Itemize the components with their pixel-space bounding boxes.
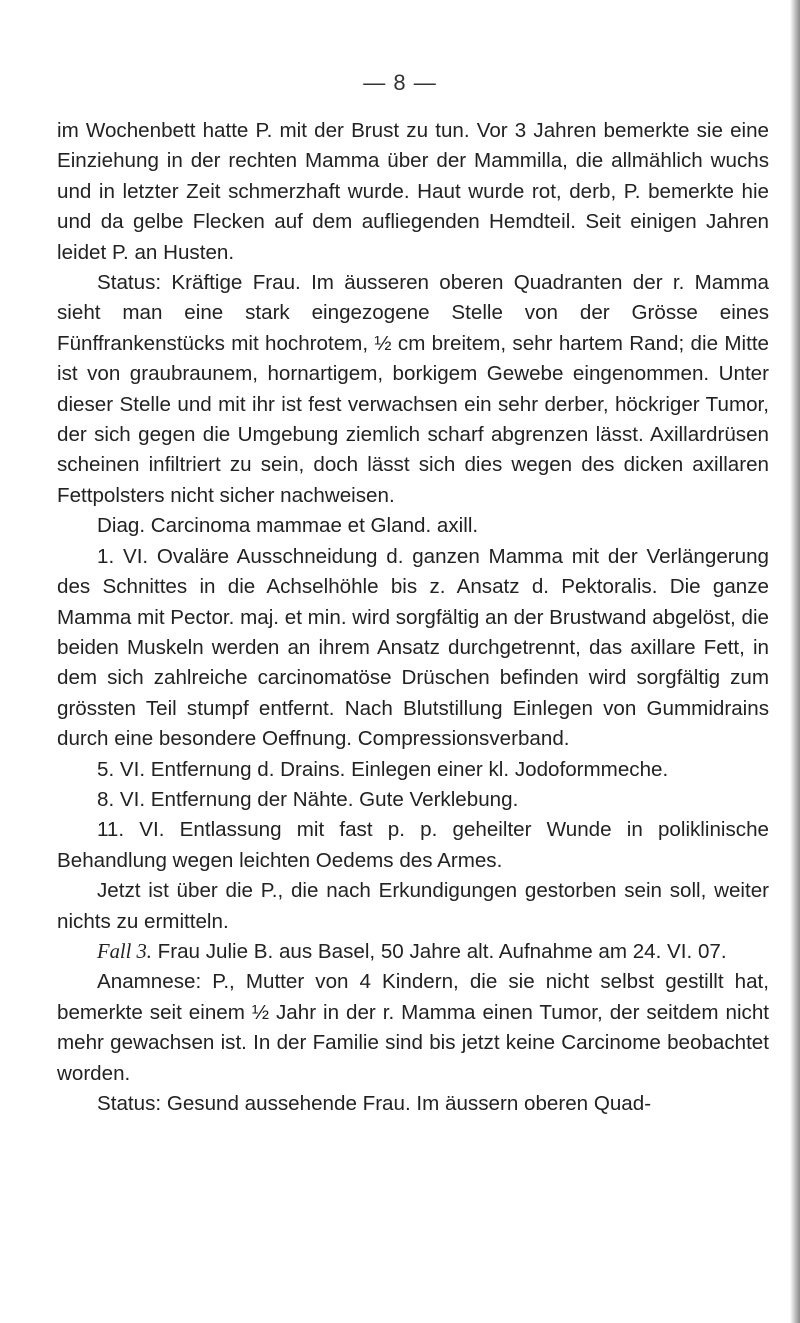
paragraph-status-2: Status: Gesund aussehende Frau. Im äussern oberen Quad- bbox=[97, 1092, 652, 1115]
paragraph-case-3 bbox=[57, 937, 769, 967]
paragraph-diagnosis: Diag. Carcinoma mammae et Gland. axill. bbox=[97, 514, 479, 538]
paragraph-drain-removal: 5. VI. Entfernung d. Drains. Einlegen einer kl. Jodoformmeche. bbox=[97, 757, 669, 781]
case-label: Fall 3. bbox=[97, 940, 152, 963]
paragraph-suture-removal: 8. VI. Entfernung der Nähte. Gute Verklebung. bbox=[97, 787, 519, 811]
body-text bbox=[57, 116, 769, 1119]
paragraph-history-continued: im Wochenbett hatte P. mit der Brust zu tun. Vor 3 Jahren bemerkte sie eine Einziehung in der rechten Mamma über der Mammilla, die allmählich wuchs und in letzter Zeit schmerzhaft wurde. Haut wurde rot, derb, P. bemerkte hie und da gelbe Flecken auf dem aufliegenden Hemdteil. Seit einigen Jahren leidet P. an Husten. bbox=[57, 119, 769, 264]
paragraph-operation: 1. VI. Ovaläre Ausschneidung d. ganzen Mamma mit der Verlängerung des Schnittes in die Achselhöhle bis z. Ansatz d. Pektoralis. Die ganze Mamma mit Pector. maj. et min. wird sorgfältig an der Brustwand abgelöst, die beiden Muskeln werden an ihrem Ansatz durchgetrennt, das axillare Fett, in dem sich zahlreiche carcinomatöse Drüschen befinden wird sorgfältig zum grössten Teil stumpf entfernt. Nach Blutstillung Einlegen von Gummidrains durch eine besondere Oeffnung. Compressionsverband. bbox=[57, 544, 769, 751]
paragraph-follow-up: Jetzt ist über die P., die nach Erkundigungen gestorben sein soll, weiter nichts zu ermitteln. bbox=[57, 879, 769, 933]
page-number: — 8 — bbox=[363, 70, 437, 95]
page-edge-shadow bbox=[790, 0, 800, 1323]
paragraph-anamnesis: Anamnese: P., Mutter von 4 Kindern, die sie nicht selbst gestillt hat, bemerkte seit einem ½ Jahr in der r. Mamma einen Tumor, der seitdem nicht mehr gewachsen ist. In der Familie sind bis jetzt keine Carcinome beobachtet worden. bbox=[57, 970, 769, 1085]
case-3-text: Frau Julie B. aus Basel, 50 Jahre alt. Aufnahme am 24. VI. 07. bbox=[151, 939, 727, 963]
paragraph-discharge: 11. VI. Entlassung mit fast p. p. geheilter Wunde in poliklinische Behandlung wegen leichten Oedems des Armes. bbox=[57, 818, 769, 872]
paragraph-status: Status: Kräftige Frau. Im äusseren oberen Quadranten der r. Mamma sieht man eine stark eingezogene Stelle von der Grösse eines Fünffrankenstücks mit hochrotem, ½ cm breitem, sehr hartem Rand; die Mitte ist von graubraunem, hornartigem, borkigem Gewebe eingenommen. Unter dieser Stelle und mit ihr ist fest verwachsen ein sehr derber, höckriger Tumor, der sich gegen die Umgebung ziemlich scharf abgrenzen lässt. Axillardrüsen scheinen infiltriert zu sein, doch lässt sich dies wegen des dicken axillaren Fettpolsters nicht sicher nachweisen. bbox=[57, 271, 769, 507]
